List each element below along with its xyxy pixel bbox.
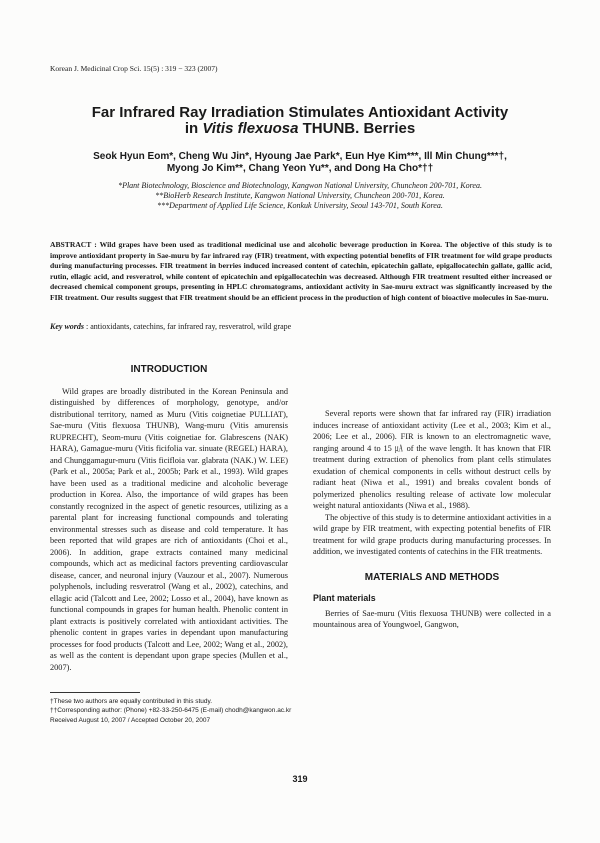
left-column: [50, 360, 288, 704]
keywords-label: Key words: [50, 322, 84, 331]
author-list-line-1: Seok Hyun Eom*, Cheng Wu Jin*, Hyoung Jae Park*, Eun Hye Kim***, Ill Min Chung***†,: [93, 151, 507, 162]
title-suffix: THUNB. Berries: [298, 120, 416, 137]
keywords: [50, 322, 552, 331]
footnotes: [50, 697, 300, 725]
keywords-text: : antioxidants, catechins, far infrared ray, resveratrol, wild grape: [84, 322, 292, 331]
page-number: 319: [292, 774, 308, 784]
intro-paragraph-3: The objective of this study is to determine antioxidant activities in a wild grape by FIR treatment, with expecting potential benefits of FIR treatment for wild grape products during manufacturing processes. In addition, we investigated contents of catechins in the FIR treatments.: [313, 512, 551, 556]
abstract: [50, 240, 552, 304]
plant-materials-subheading: Plant materials: [313, 593, 376, 603]
affiliation-3: ***Department of Applied Life Science, Konkuk University, Seoul 143-701, South Korea.: [157, 201, 443, 210]
journal-citation: Korean J. Medicinal Crop Sci. 15(5) : 319 − 323 (2007): [50, 64, 218, 73]
abstract-label: ABSTRACT :: [50, 240, 100, 249]
footnote-equal-contribution: †These two authors are equally contributed in this study.: [50, 698, 213, 705]
intro-paragraph-2: Several reports were shown that far infrared ray (FIR) irradiation induces increase of antioxidant activity (Lee et al., 2003; Kim et al., 2006; Lee et al., 2006). FIR is known to an electromagnetic wave, ranging around 4 to 15 ㎂ of the wave length. It has known that FIR treatment during extraction of phenolics from plant cells stimulates exudation of chemical components in cells without destruct cells by radiant heat (Niwa et al., 1991) and breaks covalent bonds of polymerized phenolics resulting release of activate low molecular weight natural antioxidants (Niwa et al., 1988).: [313, 409, 551, 510]
paper-title-line-1: Far Infrared Ray Irradiation Stimulates Antioxidant Activity: [91, 104, 509, 121]
title-species: Vitis flexuosa: [202, 120, 299, 137]
methods-heading: MATERIALS AND METHODS: [364, 571, 500, 583]
footnote-received-date: Received August 10, 2007 / Accepted October 20, 2007: [50, 716, 211, 724]
footnote-corresponding-author: ††Corresponding author: (Phone) +82-33-250-6475 (E-mail) chodh@kangwon.ac.kr: [50, 707, 292, 715]
footnote-rule: [50, 692, 140, 693]
affiliation-1: *Plant Biotechnology, Bioscience and Biotechnology, Kangwon National University, Chuncheon 200-701, Korea.: [118, 181, 482, 190]
methods-paragraph-1: Berries of Sae-muru (Vitis flexuosa THUNB) were collected in a mountainous area of Youngwoel, Gangwon,: [313, 608, 551, 629]
introduction-heading: INTRODUCTION: [130, 364, 208, 375]
paper-title-line-2: [60, 120, 540, 137]
affiliation-2: **BioHerb Research Institute, Kangwon National University, Chuncheon 200-701, Korea.: [155, 191, 445, 200]
author-list-line-2: Myong Jo Kim**, Chang Yeon Yu**, and Dong Ha Cho*††: [166, 163, 434, 174]
intro-paragraph-1: Wild grapes are broadly distributed in the Korean Peninsula and distinguished by differences of morphology, genotype, and/or distributional territory, named as Muru (Vitis coignetiae PULLIAT), Sae-muru (Vitis flexuosa THUNB), Wang-muru (Vitis amurensis RUPRECHT), Seom-muru (Vitis coignetiae for. Glabrescens (NAK) HARA), Gamague-muru (Vitis ficifolia var. sinuate (REGEL) HARA), and Chunggamagur-muru (Vitis ficifloia var. glabrata (NAK.) W. LEE) (Park et al., 2005a; Park et al., 2005b; Park et al., 1993). Wild grapes have been used as a traditional medicine and alcoholic beverage production in Korea. Also, the importance of wild grapes has been constantly recognized in the aspect of genetic resources, utilizing as a parental plant for increasing functional compounds and tolerating environmental stresses such as disease and cold temperature. It has been reported that wild grapes are rich of antioxidants (Choi et al., 2006). In addition, grape extracts contained many medicinal compounds, which act as medicinal factors preventing cardiovascular disease, cancer, and neuronal injury (Vauzour et al., 2007). Numerous polyphenols, including resveratrol (Wang et al., 2002), catechins, and ellagic acid (Talcott and Lee, 2002; Losso et al., 2004), have known as functional compounds in grapes for human health. Phenolic content in plant extracts is positively correlated with antioxidant activities. The phenolic content in grapes varies in dependant upon manufacturing processes for food products (Talcott and Lee, 2002; Wang et al., 2002), as well as the content is dependant upon grape species (Mullen et al., 2007).: [50, 386, 288, 672]
right-column: [313, 360, 551, 631]
abstract-text: Wild grapes have been used as traditional medicinal use and alcoholic beverage production in Korea. The objective of this study is to improve antioxidant property in Sae-muru by far infrared ray (FIR) treatment, with expecting potential benefits of FIR treatment for wild grape products during manufacturing processes. FIR treatment in berries induced increased content of catechin, epicatechin gallate, epigallocatechin gallate, gallic acid, rutin, ellagic acid, and resveratrol, while content of epicatechin and epigallocatechin was decreased. Although FIR treatment resulted either increased or decreased chemical component groups, presenting in HPLC chromatograms, antioxidant activity in Sae-muru extract was significantly increased by the FIR treatment. Our results suggest that FIR treatment should be an efficient process in the production of high content of bioactive molecules in Sae-muru.: [50, 240, 552, 302]
title-prefix: in: [184, 120, 203, 137]
